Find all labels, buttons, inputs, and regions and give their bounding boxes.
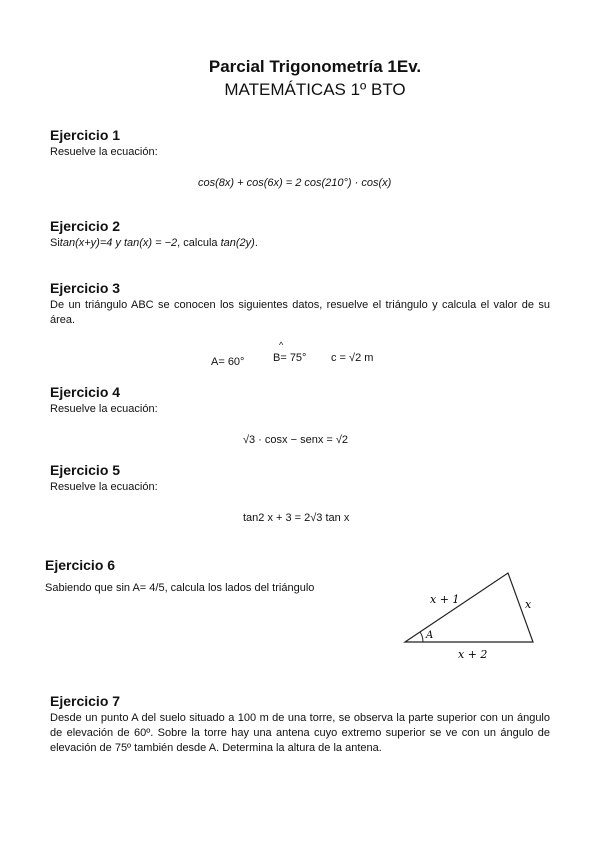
ex6-heading: Ejercicio 6	[45, 557, 116, 573]
ex5-heading: Ejercicio 5	[50, 462, 121, 478]
angle-arc	[420, 632, 423, 642]
ex1-formula: cos(8x) + cos(6x) = 2 cos(210°) · cos(x)	[198, 177, 392, 189]
ex2-mid: , calcula	[177, 237, 221, 249]
ex5-text: Resuelve la ecuación:	[50, 481, 158, 493]
ex3-angle-b: B= 75°	[273, 352, 307, 364]
ex3-text: De un triángulo ABC se conocen los siguientes datos, resuelve el triángulo y calcula el valor de su área.	[50, 299, 550, 326]
ex3-heading: Ejercicio 3	[50, 280, 121, 296]
side-label-3: x + 2	[458, 648, 488, 661]
ex2-formula-2: tan(2y)	[220, 237, 255, 249]
ex2-end: .	[254, 237, 258, 249]
ex4-heading: Ejercicio 4	[50, 384, 121, 400]
ex1-heading: Ejercicio 1	[50, 127, 121, 143]
ex2-formula-1: tan(x+y)=4 y tan(x) = −2	[59, 237, 178, 249]
triangle	[405, 573, 533, 642]
angle-label: A	[426, 630, 434, 641]
ex7-text: Desde un punto A del suelo situado a 100 m de una torre, se observa la parte superior con un ángulo de elevación de 60º. Sobre la torre hay una antena cuyo extremo superior se ve con un ángulo de elevación de 75º también desde A. Determina la altura de la antena.	[50, 712, 550, 754]
ex3-angle-a: A= 60°	[211, 356, 245, 368]
ex5-formula: tan2 x + 3 = 2√3 tan x	[243, 512, 350, 524]
ex1-text: Resuelve la ecuación:	[50, 146, 158, 158]
side-label-2: x	[525, 598, 532, 611]
ex2-heading: Ejercicio 2	[50, 218, 121, 234]
ex6-text: Sabiendo que sin A= 4/5, calcula los lados del triángulo	[45, 582, 315, 594]
ex4-text: Resuelve la ecuación:	[50, 403, 158, 415]
ex3-side-c: c = √2 m	[331, 352, 374, 364]
page-subtitle: MATEMÁTICAS 1º BTO	[224, 80, 406, 99]
ex2-pre: Si	[50, 237, 60, 249]
side-label-1: x + 1	[430, 593, 460, 606]
ex7-heading: Ejercicio 7	[50, 693, 121, 709]
page-title: Parcial Trigonometría 1Ev.	[208, 57, 422, 76]
ex3-hat: ^	[279, 340, 284, 350]
ex4-formula: √3 · cosx − senx = √2	[243, 434, 349, 446]
